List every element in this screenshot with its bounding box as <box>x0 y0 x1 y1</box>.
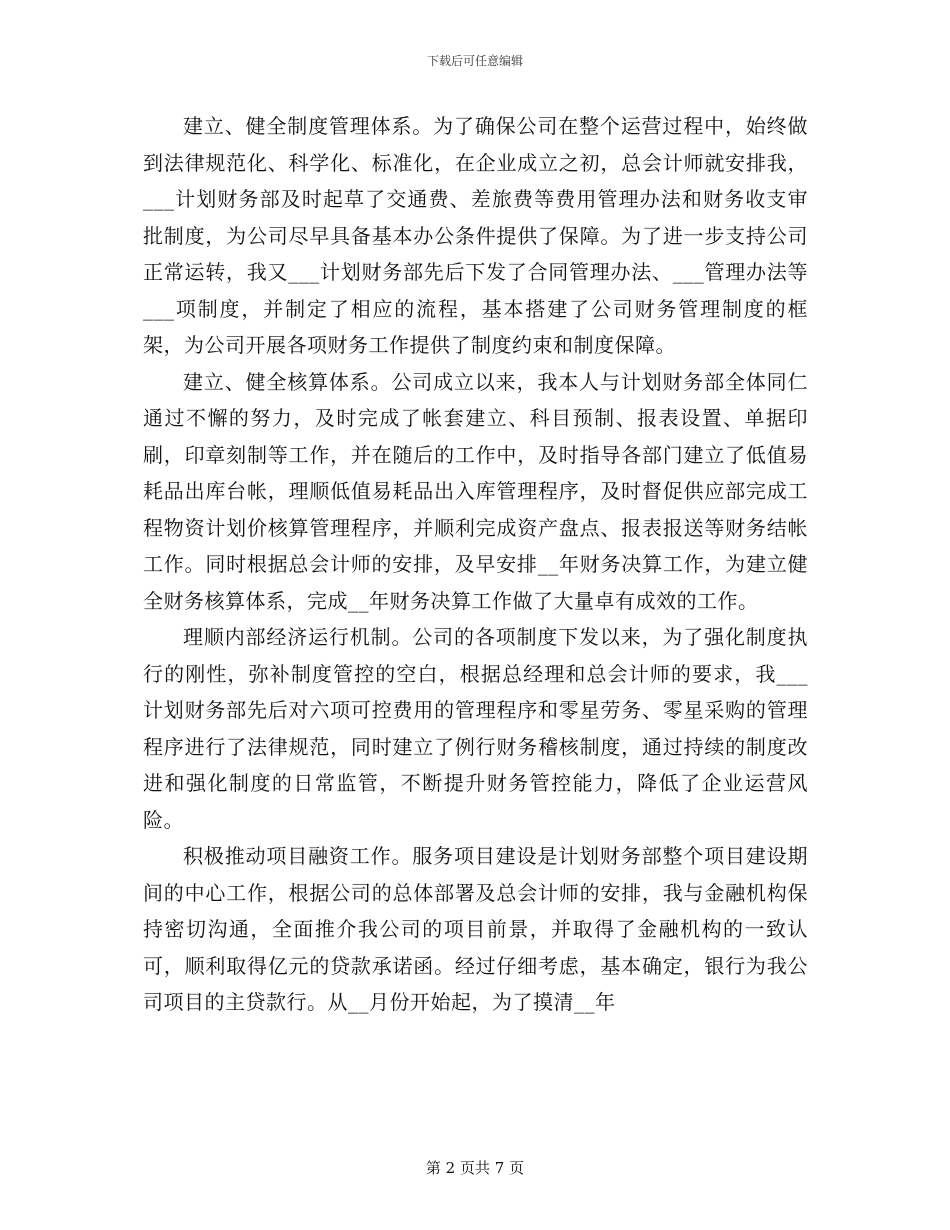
paragraph-project-financing: 积极推动项目融资工作。服务项目建设是计划财务部整个项目建设期间的中心工作，根据公司的总体部署及总会计师的安排，我与金融机构保持密切沟通，全面推介我公司的项目前景，并取得了金融机构的一致认可，顺利取得亿元的贷款承诺函。经过仔细考虑，基本确定，银行为我公司项目的主贷款行。从__月份开始起，为了摸清__年 <box>143 844 808 1014</box>
paragraph-accounting-system: 建立、健全核算体系。公司成立以来，我本人与计划财务部全体同仁通过不懈的努力，及时完成了帐套建立、科目预制、报表设置、单据印刷，印章刻制等工作，并在随后的工作中，及时指导各部门建立了低值易耗品出库台帐，理顺低值易耗品出入库管理程序，及时督促供应部完成工程物资计划价核算管理程序，并顺利完成资产盘点、报表报送等财务结帐工作。同时根据总会计师的安排，及早安排__年财务决算工作，为建立健全财务核算体系，完成__年财务决算工作做了大量卓有成效的工作。 <box>143 369 808 613</box>
page-header-note: 下载后可任意编辑 <box>426 54 523 68</box>
paragraph-internal-mechanism: 理顺内部经济运行机制。公司的各项制度下发以来，为了强化制度执行的刚性，弥补制度管控的空白，根据总经理和总会计师的要求，我___计划财务部先后对六项可控费用的管理程序和零星劳务、零星采购的管理程序进行了法律规范，同时建立了例行财务稽核制度，通过持续的制度改进和强化制度的日常监管，不断提升财务管控能力，降低了企业运营风险。 <box>143 625 808 832</box>
document-body <box>143 108 808 1021</box>
page-number-footer: 第 2 页共 7 页 <box>425 1159 525 1177</box>
paragraph-system-management: 建立、健全制度管理体系。为了确保公司在整个运营过程中，始终做到法律规范化、科学化、标准化，在企业成立之初，总会计师就安排我，___计划财务部及时起草了交通费、差旅费等费用管理办法和财务收支审批制度，为公司尽早具备基本办公条件提供了保障。为了进一步支持公司正常运转，我又___计划财务部先后下发了合同管理办法、___管理办法等___项制度，并制定了相应的流程，基本搭建了公司财务管理制度的框架，为公司开展各项财务工作提供了制度约束和制度保障。 <box>143 114 808 357</box>
